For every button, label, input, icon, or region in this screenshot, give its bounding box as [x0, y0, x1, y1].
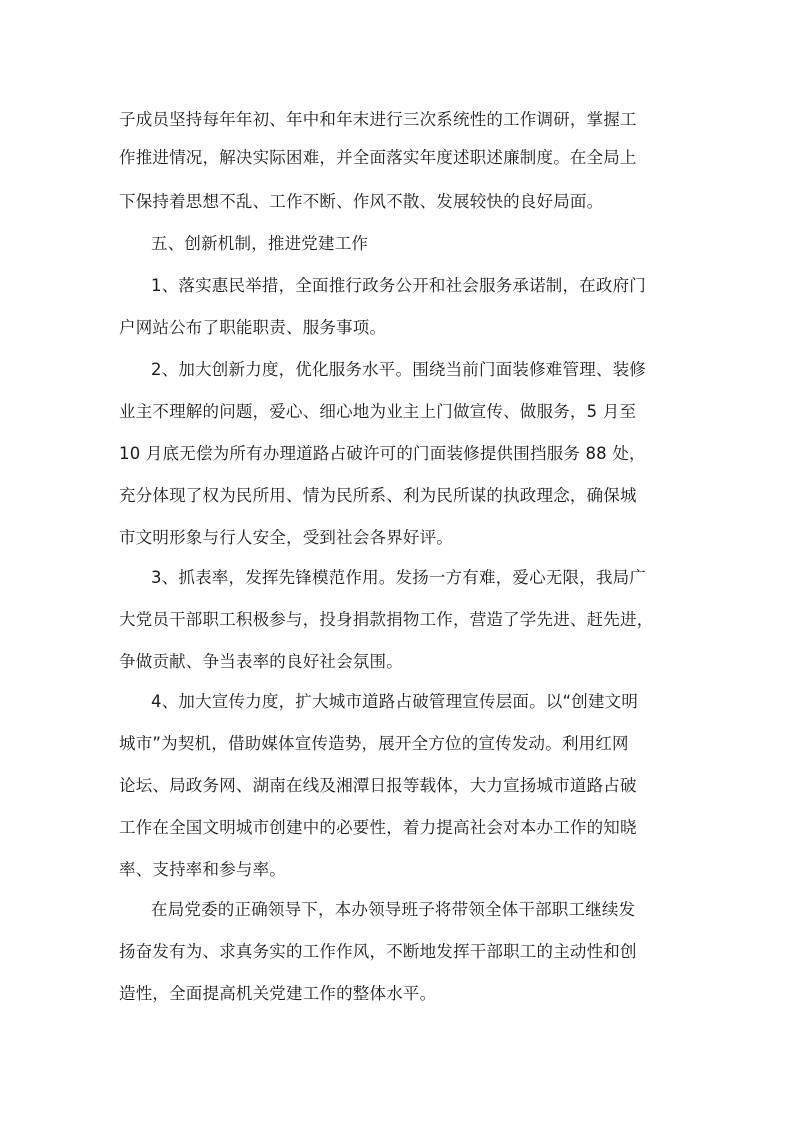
text-line: 下保持着思想不乱、工作不断、作风不散、发展较快的良好局面。 — [119, 192, 604, 211]
text-line: 充分体现了权为民所用、情为民所系、利为民所谋的执政理念，确保城 — [119, 486, 637, 505]
text-line: 率、支持率和参与率。 — [119, 860, 286, 879]
text-line: 4、加大宣传力度，扩大城市道路占破管理宣传层面。以“创建文明 — [151, 692, 639, 711]
text-line: 市文明形象与行人安全，受到社会各界好评。 — [119, 528, 453, 547]
text-line: 扬奋发有为、求真务实的工作作风，不断地发挥干部职工的主动性和创 — [119, 942, 637, 961]
section-heading: 五、创新机制，推进党建工作 — [151, 234, 369, 253]
text-line: 作推进情况，解决实际困难，并全面落实年度述职述廉制度。在全局上 — [119, 148, 637, 167]
text-line: 大党员干部职工积极参与，投身捐款捐物工作，营造了学先进、赶先进， — [119, 610, 654, 629]
text-line: 3、抓表率，发挥先锋模范作用。发扬一方有难，爱心无限，我局广 — [151, 568, 646, 587]
text-line: 城市”为契机，借助媒体宣传造势，展开全方位的宣传发动。利用红网 — [119, 734, 629, 753]
text-line: 1、落实惠民举措，全面推行政务公开和社会服务承诺制，在政府门 — [151, 276, 646, 295]
text-line: 争做贡献、争当表率的良好社会氛围。 — [119, 652, 403, 671]
text-line: 子成员坚持每年年初、年中和年末进行三次系统性的工作调研，掌握工 — [119, 110, 637, 129]
text-line: 10 月底无偿为所有办理道路占破许可的门面装修提供围挡服务 88 处， — [119, 444, 646, 463]
text-line: 户网站公布了职能职责、服务事项。 — [119, 318, 387, 337]
text-line: 论坛、局政务网、湖南在线及湘潭日报等载体，大力宣扬城市道路占破 — [119, 776, 637, 795]
text-line: 工作在全国文明城市创建中的必要性，着力提高社会对本办工作的知晓 — [119, 818, 637, 837]
text-line: 在局党委的正确领导下，本办领导班子将带领全体干部职工继续发 — [151, 900, 636, 919]
text-line: 2、加大创新力度，优化服务水平。围绕当前门面装修难管理、装修 — [151, 360, 646, 379]
text-line: 业主不理解的问题，爱心、细心地为业主上门做宣传、做服务，5 月至 — [119, 402, 637, 421]
text-line: 造性，全面提高机关党建工作的整体水平。 — [119, 984, 437, 1003]
